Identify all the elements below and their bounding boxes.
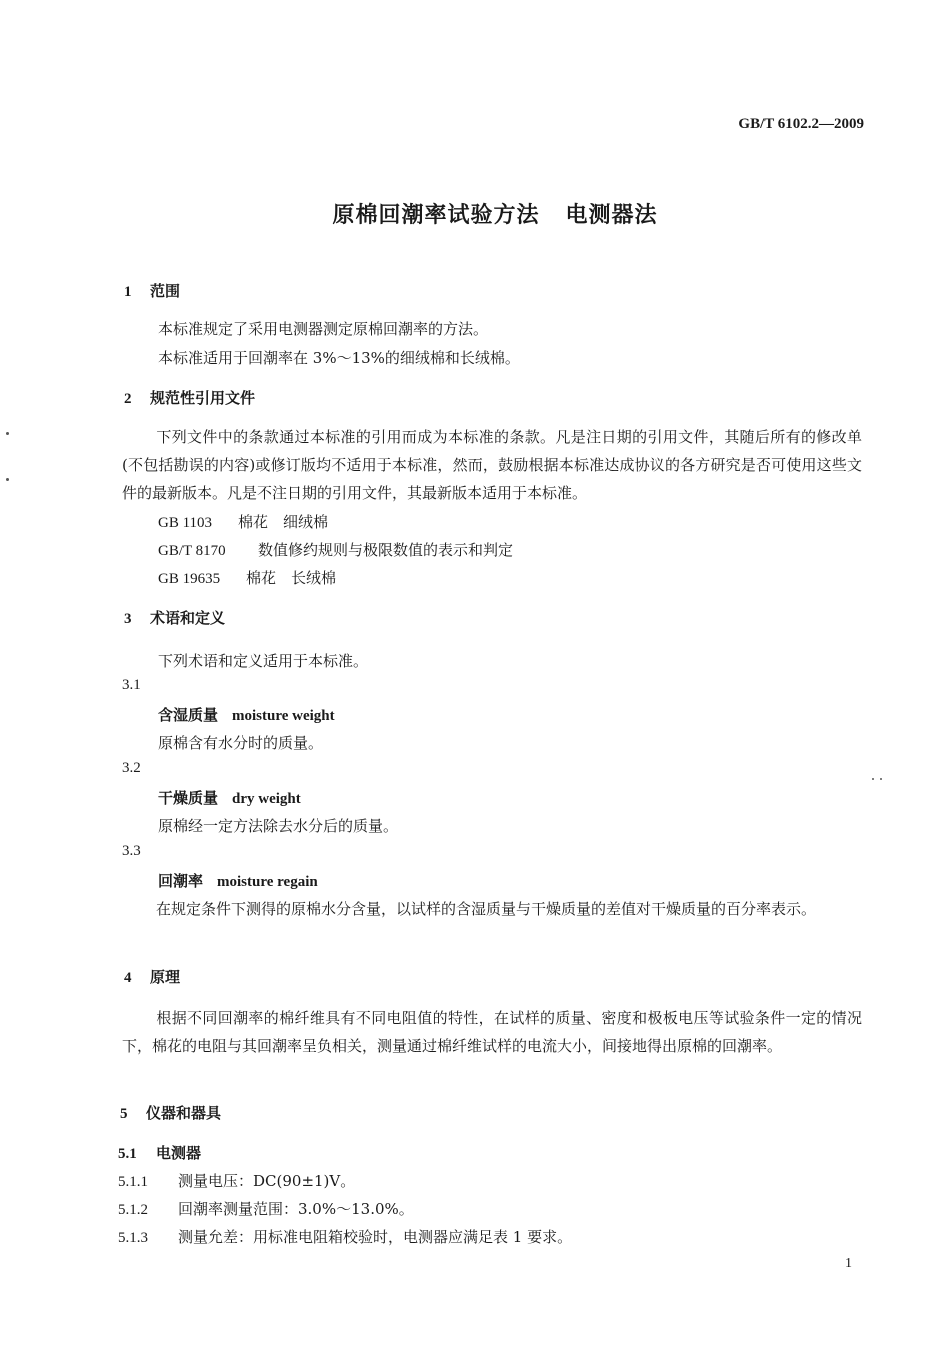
- scan-speck: [872, 778, 874, 780]
- section-2-paragraph: 下列文件中的条款通过本标准的引用而成为本标准的条款。凡是注日期的引用文件，其随后所有的修改单(不包括勘误的内容)或修订版均不适用于本标准，然而，鼓励根据本标准达成协议的各方研究是否可使用这些文件的最新版本。凡是不注日期的引用文件，其最新版本适用于本标准。: [122, 428, 862, 502]
- term-entry: 含湿质量 moisture weight: [158, 706, 335, 724]
- document-title: [0, 198, 950, 229]
- term-entry: 干燥质量 dry weight: [158, 789, 301, 807]
- section-3-paragraph: 下列术语和定义适用于本标准。: [158, 652, 369, 670]
- term-definition: 原棉含有水分时的质量。: [158, 734, 324, 752]
- scan-speck: [6, 478, 9, 481]
- section-1-paragraph-2: 本标准适用于回潮率在 3%～13%的细绒棉和长绒棉。: [158, 349, 520, 367]
- section-5-heading: 5 仪器和器具: [120, 1104, 222, 1122]
- scan-speck: [880, 778, 882, 780]
- title-part2: 电测器法: [565, 203, 658, 228]
- section-4-heading: 4 原理: [124, 968, 181, 986]
- section-3-heading: 3 术语和定义: [124, 609, 226, 627]
- scan-speck: [6, 432, 9, 435]
- term-entry: 回潮率 moisture regain: [158, 872, 318, 890]
- section-4-paragraph: 根据不同回潮率的棉纤维具有不同电阻值的特性，在试样的质量、密度和极板电压等试验条件一定的情况下，棉花的电阻与其回潮率呈负相关，测量通过棉纤维试样的电流大小，间接地得出原棉的回潮率。: [122, 1009, 862, 1055]
- term-number: 3.3: [122, 843, 141, 859]
- standard-number: GB/T 6102.2—2009: [738, 116, 864, 132]
- spec-item: 5.1.1 测量电压：DC(90±1)V。: [118, 1172, 356, 1190]
- section-1-heading: 1 范围: [124, 282, 181, 300]
- term-definition: 在规定条件下测得的原棉水分含量，以试样的含湿质量与干燥质量的差值对干燥质量的百分率表示。: [156, 900, 817, 918]
- reference-item: GB 19635 棉花 长绒棉: [158, 569, 337, 587]
- section-5-1-heading: 5.1 电测器: [118, 1144, 202, 1162]
- term-number: 3.1: [122, 677, 141, 693]
- page-number: 1: [845, 1256, 852, 1271]
- spec-item: 5.1.2 回潮率测量范围：3.0%～13.0%。: [118, 1200, 414, 1218]
- term-number: 3.2: [122, 760, 141, 776]
- section-1-paragraph-1: 本标准规定了采用电测器测定原棉回潮率的方法。: [158, 320, 489, 338]
- reference-item: GB/T 8170 数值修约规则与极限数值的表示和判定: [158, 541, 514, 559]
- title-part1: 原棉回潮率试验方法: [332, 203, 540, 228]
- term-definition: 原棉经一定方法除去水分后的质量。: [158, 817, 399, 835]
- reference-item: GB 1103 棉花 细绒棉: [158, 513, 329, 531]
- spec-item: 5.1.3 测量允差：用标准电阻箱校验时，电测器应满足表 1 要求。: [118, 1228, 573, 1246]
- section-2-heading: 2 规范性引用文件: [124, 389, 256, 407]
